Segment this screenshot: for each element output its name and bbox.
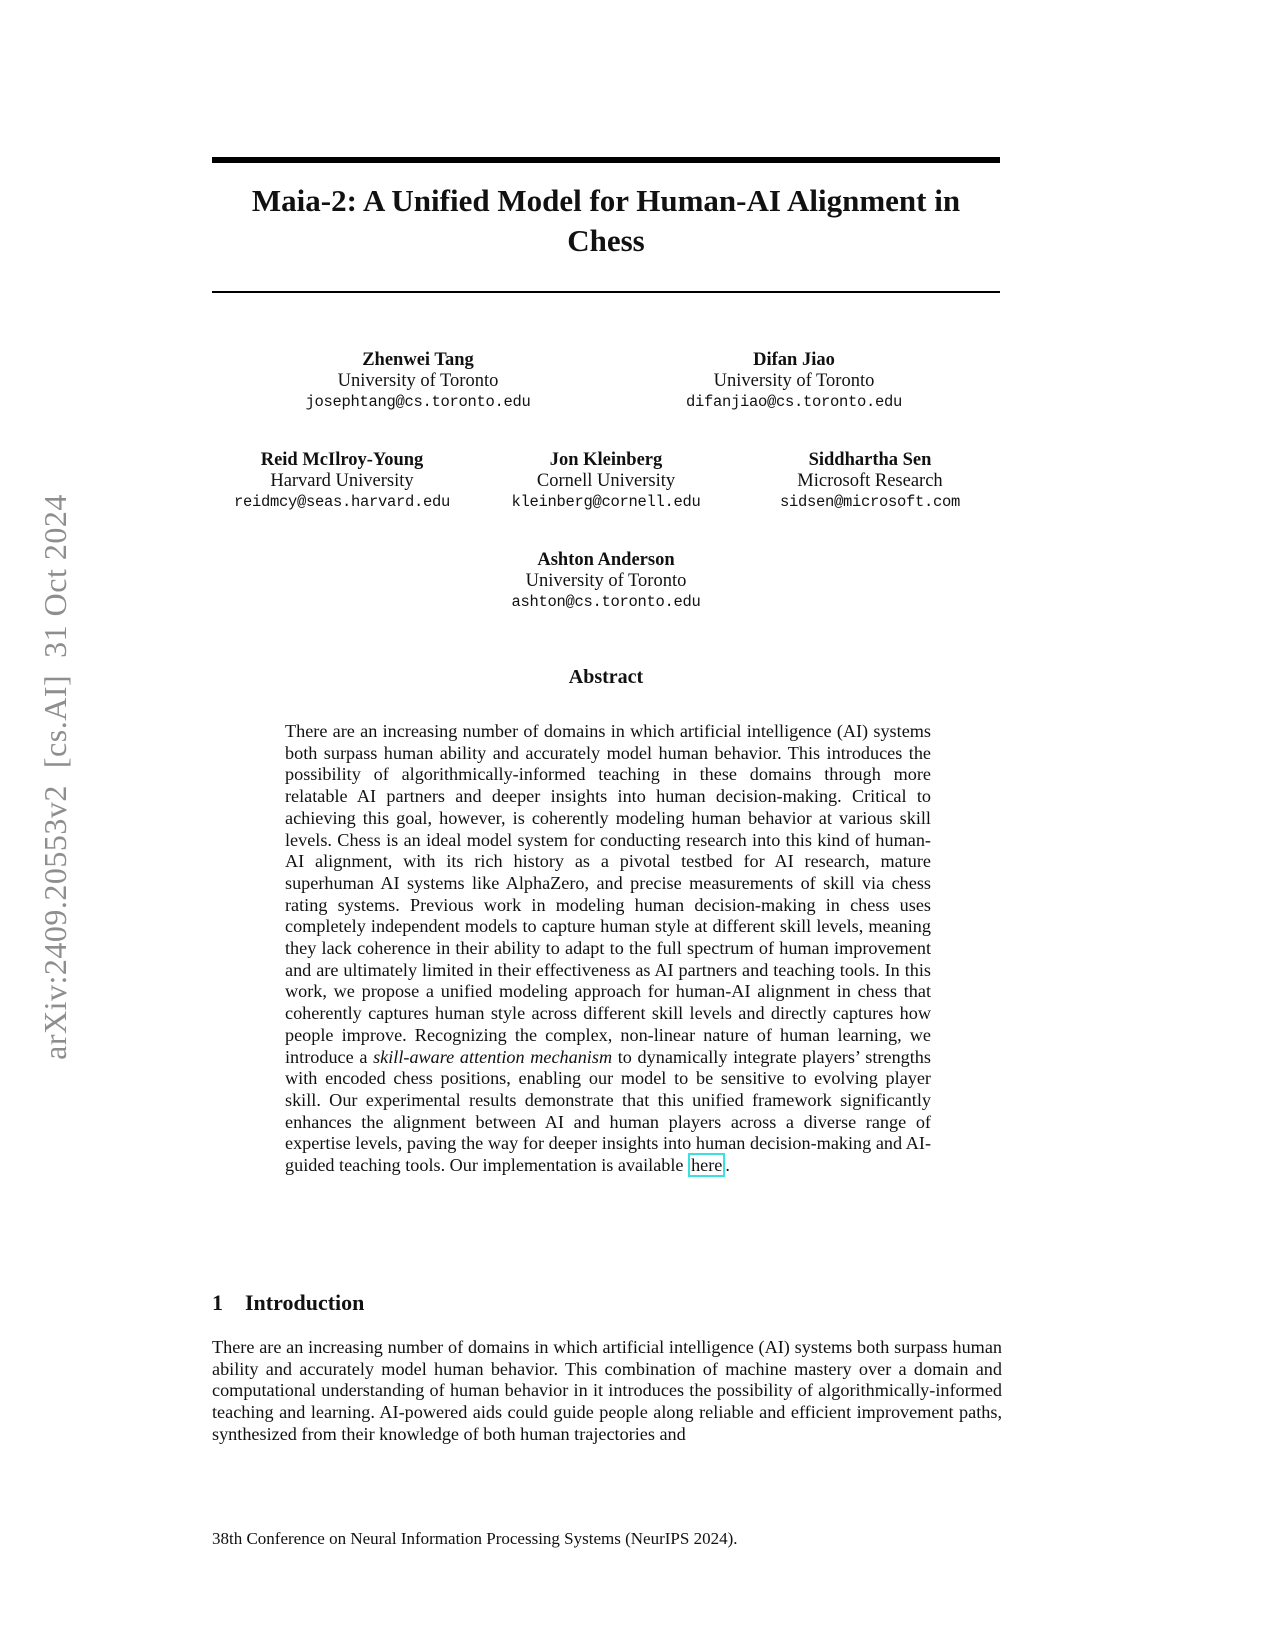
author-name: Jon Kleinberg [549, 450, 663, 470]
author-block [258, 349, 578, 413]
author-affiliation: University of Toronto [525, 571, 687, 591]
author-email: ashton@cs.toronto.edu [511, 593, 701, 611]
implementation-link[interactable]: here [688, 1153, 725, 1177]
author-email: difanjiao@cs.toronto.edu [685, 393, 903, 411]
author-block [741, 449, 999, 513]
author-row-2 [212, 449, 1000, 513]
author-affiliation: University of Toronto [337, 371, 499, 391]
author-email: kleinberg@cornell.edu [511, 493, 701, 511]
introduction-paragraph: There are an increasing number of domains in which artificial intelligence (AI) systems both surpass human ability and accurately model human behavior. This combination of machine mastery over a domain and computational understanding of human behavior in it introduces the possibility of algorithmically-informed teaching and learning. AI-powered aids could guide people along reliable and efficient improvement paths, synthesized from their knowledge of both human trajectories and [212, 1337, 1002, 1444]
section-number: 1 [212, 1290, 223, 1315]
abstract-heading: Abstract [568, 666, 644, 688]
title-rule-top [212, 157, 1000, 163]
title-rule-bottom [212, 291, 1000, 293]
author-email: reidmcy@seas.harvard.edu [233, 493, 451, 511]
author-block [634, 349, 954, 413]
author-block [446, 549, 766, 613]
arxiv-watermark: arXiv:2409.20553v2 [cs.AI] 31 Oct 2024 [37, 494, 73, 1060]
abstract-italic-phrase: skill-aware attention mechanism [373, 1046, 613, 1067]
abstract-body [285, 721, 931, 1177]
author-name: Reid McIlroy-Young [260, 450, 424, 470]
author-affiliation: Cornell University [536, 471, 676, 491]
author-affiliation: Harvard University [270, 471, 414, 491]
section-1-heading [212, 1290, 364, 1316]
author-name: Ashton Anderson [537, 550, 675, 570]
author-block [213, 449, 471, 513]
author-email: sidsen@microsoft.com [779, 493, 961, 511]
author-name: Difan Jiao [753, 350, 835, 370]
abstract-text-2: to dynamically integrate players’ strengths with encoded chess positions, enabling our model to be sensitive to evolving player skill. Our experimental results demonstrate that this unified framework significantly enhances the alignment between AI and human players across a diverse range of expertise levels, paving the way for deeper insights into human decision-making and AI-guided teaching tools. Our implementation is available [285, 1046, 931, 1176]
author-row-1 [212, 349, 1000, 413]
section-title: Introduction [245, 1290, 365, 1315]
abstract-text-1: There are an increasing number of domains in which artificial intelligence (AI) systems both surpass human ability and accurately model human behavior. This introduces the possibility of algorithmically-informed teaching in these domains through more relatable AI partners and deeper insights into human decision-making. Critical to achieving this goal, however, is coherently modeling human behavior at various skill levels. Chess is an ideal model system for conducting research into this kind of human-AI alignment, with its rich history as a pivotal testbed for AI research, mature superhuman AI systems like AlphaZero, and precise measurements of skill via chess rating systems. Previous work in modeling human decision-making in chess uses completely independent models to capture human style at different skill levels, meaning they lack coherence in their ability to adapt to the full spectrum of human improvement and are ultimately limited in their effectiveness as AI partners and teaching tools. In this work, we propose a unified modeling approach for human-AI alignment in chess that coherently captures human style across different skill levels and directly captures how people improve. Recognizing the complex, non-linear nature of human learning, we introduce a [285, 721, 931, 1067]
abstract-text-end: . [725, 1155, 730, 1176]
author-name: Zhenwei Tang [362, 350, 474, 370]
author-email: josephtang@cs.toronto.edu [305, 393, 531, 411]
author-block [477, 449, 735, 513]
author-affiliation: Microsoft Research [797, 471, 943, 491]
author-affiliation: University of Toronto [713, 371, 875, 391]
conference-footnote: 38th Conference on Neural Information Processing Systems (NeurIPS 2024). [212, 1529, 738, 1548]
author-row-3 [212, 549, 1000, 613]
author-name: Siddhartha Sen [808, 450, 932, 470]
paper-title: Maia-2: A Unified Model for Human-AI Alignment in Chess [251, 183, 961, 258]
